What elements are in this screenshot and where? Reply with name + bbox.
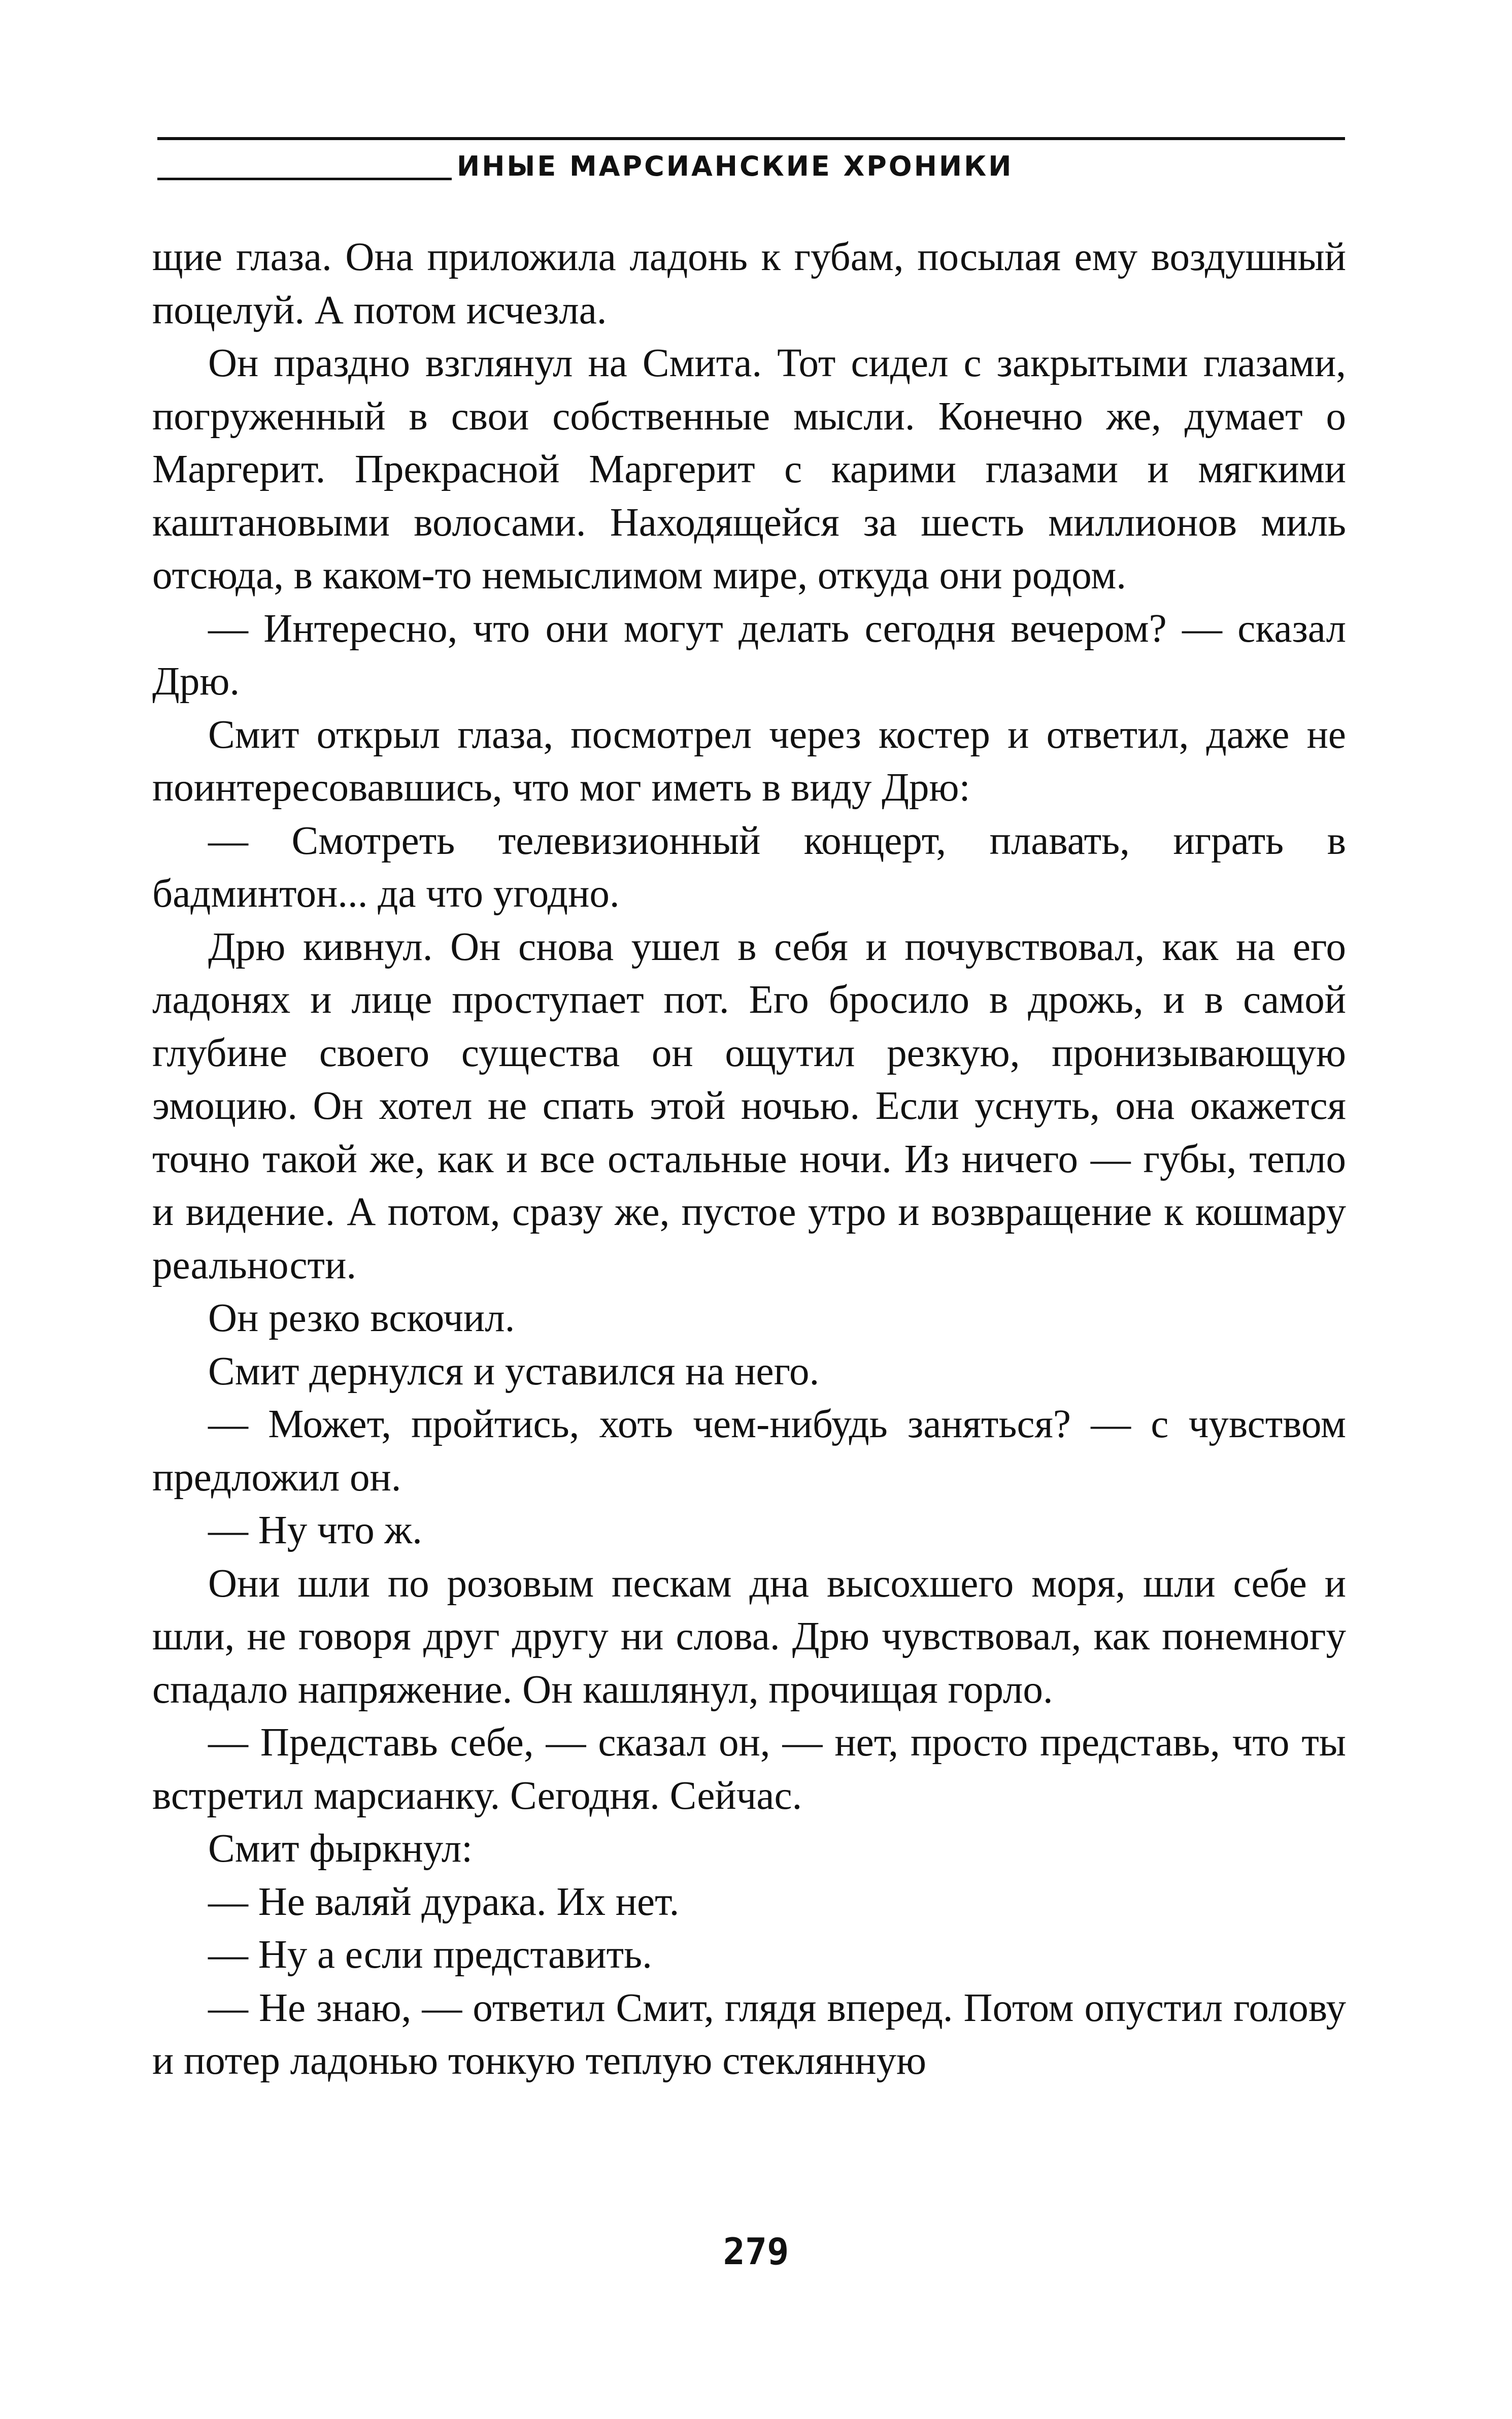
paragraph: — Ну а если представить. bbox=[208, 1933, 652, 1977]
body-text bbox=[152, 231, 1346, 2088]
paragraph: — Ну что ж. bbox=[208, 1508, 422, 1552]
paragraph: Он резко вскочил. bbox=[208, 1296, 515, 1340]
paragraph: — Не валяй дурака. Их нет. bbox=[208, 1879, 680, 1924]
paragraph: Дрю кивнул. Он снова ушел в себя и почувствовал, как на его ладонях и лице проступает пот. Его бросило в дрожь, и в самой глубине своего существа он ощутил резкую, пронизывающую эмоцию. Он хотел не спать этой ночью. Если уснуть, она окажется точно такой же, как и все остальные ночи. Из ничего — губы, тепло и видение. А потом, сразу же, пустое утро и возвращение к кошмару реальности. bbox=[152, 924, 1346, 1287]
paragraph: — Может, пройтись, хоть чем-нибудь заняться? — с чувством предложил он. bbox=[152, 1402, 1346, 1500]
paragraph: — Интересно, что они могут делать сегодня вечером? — сказал Дрю. bbox=[152, 606, 1346, 704]
paragraph: Смит фыркнул: bbox=[208, 1827, 473, 1871]
page-number: 279 bbox=[723, 2230, 789, 2273]
paragraph: Они шли по розовым пескам дна высохшего моря, шли себе и шли, не говоря друг другу ни слова. Дрю чувствовал, как понемногу спадало напряжение. Он кашлянул, прочищая горло. bbox=[152, 1561, 1346, 1712]
paragraph: Он праздно взглянул на Смита. Тот сидел с закрытыми глазами, погруженный в свои собственные мысли. Конечно же, думает о Маргерит. Прекрасной Маргерит с карими глазами и мягкими каштановыми волосами. Находящейся за шесть миллионов миль отсюда, в каком-то немыслимом мире, откуда они родом. bbox=[152, 341, 1346, 598]
paragraph: — Смотреть телевизионный концерт, плавать, играть в бадминтон... да что угодно. bbox=[152, 818, 1346, 916]
paragraph: — Представь себе, — сказал он, — нет, просто представь, что ты встретил марсианку. Сегодня. Сейчас. bbox=[152, 1720, 1346, 1818]
running-header bbox=[157, 127, 1345, 188]
paragraph: Смит дернулся и уставился на него. bbox=[208, 1349, 820, 1394]
paragraph: — Не знаю, — ответил Смит, глядя вперед. Потом опустил голову и потер ладонью тонкую теплую стеклянную bbox=[152, 1985, 1346, 2083]
header-title: ИНЫЕ МАРСИАНСКИЕ ХРОНИКИ bbox=[457, 150, 1014, 182]
paragraph: щие глаза. Она приложила ладонь к губам, посылая ему воздушный поцелуй. А потом исчезла. bbox=[152, 235, 1346, 333]
header-rule-top bbox=[157, 137, 1345, 140]
header-rule-left bbox=[157, 178, 452, 180]
paragraph: Смит открыл глаза, посмотрел через костер и ответил, даже не поинтересовавшись, что мог иметь в виду Дрю: bbox=[152, 712, 1346, 810]
